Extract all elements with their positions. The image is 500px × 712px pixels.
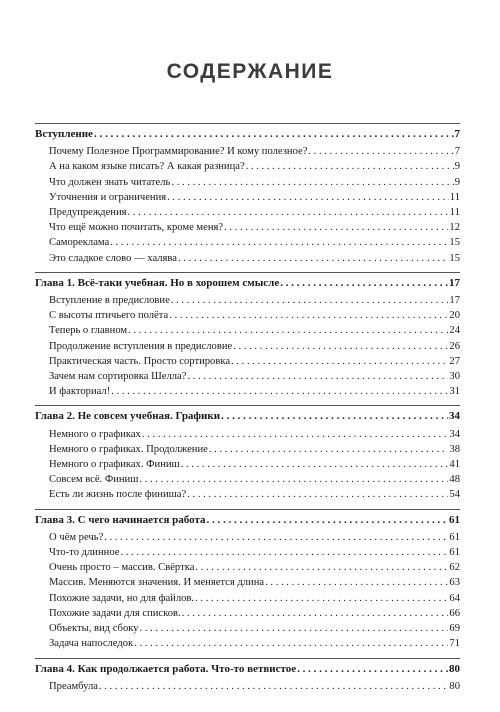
- toc-entry[interactable]: [35, 560, 460, 575]
- toc-entry-page-number: 62: [449, 562, 460, 574]
- toc-entry-title: Теперь о главном: [49, 325, 128, 337]
- toc-entry-page-number: 64: [449, 592, 460, 604]
- toc-entry-page-number: 31: [449, 386, 460, 398]
- toc-entry-title: Почему Полезное Программирование? И кому полезное?: [49, 146, 308, 158]
- toc-entry-title: Вступление в предисловие: [49, 295, 170, 307]
- dot-leader: [169, 308, 448, 323]
- toc-entry[interactable]: [35, 175, 460, 190]
- toc-entry-page-number: 11: [449, 191, 460, 203]
- toc-chapter-heading[interactable]: [35, 409, 460, 424]
- dot-leader: [195, 591, 448, 606]
- toc-chapter-heading[interactable]: [35, 127, 460, 142]
- dot-leader: [182, 606, 449, 621]
- toc-entry[interactable]: [35, 575, 460, 590]
- dot-leader: [246, 159, 454, 174]
- toc-entry-page-number: 7: [454, 146, 460, 158]
- toc-chapter-heading[interactable]: [35, 662, 460, 677]
- toc-entry-title: Уточнения и ограничения: [49, 191, 167, 203]
- dot-leader: [134, 636, 448, 651]
- toc-entry[interactable]: [35, 159, 460, 174]
- toc-entry-page-number: 24: [449, 325, 460, 337]
- toc-entry[interactable]: [35, 472, 460, 487]
- dot-leader: [195, 560, 448, 575]
- toc-chapter-heading-page-number: 80: [449, 662, 460, 675]
- toc-entry[interactable]: [35, 308, 460, 323]
- dot-leader: [167, 190, 449, 205]
- dot-leader: [308, 144, 453, 159]
- toc-chapter-heading-title: Глава 3. С чего начинается работа: [35, 513, 206, 526]
- toc-entry-page-number: 61: [449, 547, 460, 559]
- toc-entry-page-number: 63: [449, 577, 460, 589]
- toc-entry-title: Есть ли жизнь после финиша?: [49, 489, 187, 501]
- dot-leader: [139, 472, 448, 487]
- toc-entry[interactable]: [35, 293, 460, 308]
- toc-entry-title: Преамбула: [49, 680, 98, 692]
- dot-leader: [280, 276, 448, 291]
- toc-entry-page-number: 66: [449, 607, 460, 619]
- toc-entry-page-number: 48: [449, 474, 460, 486]
- dot-leader: [297, 662, 448, 677]
- toc-entry-title: Практическая часть. Просто сортировка: [49, 355, 231, 367]
- toc-entry[interactable]: [35, 442, 460, 457]
- toc-chapter-heading-title: Вступление: [35, 128, 93, 140]
- dot-leader: [187, 487, 448, 502]
- dot-leader: [231, 354, 448, 369]
- toc-entry[interactable]: [35, 427, 460, 442]
- toc-entry-page-number: 61: [449, 531, 460, 543]
- dot-leader: [128, 205, 449, 220]
- toc-chapter-heading-page-number: 17: [449, 276, 460, 289]
- toc-chapter: [35, 273, 460, 406]
- toc-entry[interactable]: [35, 545, 460, 560]
- dot-leader: [142, 427, 449, 442]
- toc-entry-title: Объекты, вид сбоку: [49, 623, 139, 635]
- toc-chapter: [35, 406, 460, 508]
- toc-entry-page-number: 26: [449, 340, 460, 352]
- toc-entry-title: О чём речь?: [49, 531, 104, 543]
- toc-entry-title: Немного о графиках. Финиш: [49, 459, 180, 471]
- toc-entry[interactable]: [35, 144, 460, 159]
- dot-leader: [171, 293, 449, 308]
- toc-entry-title: Немного о графиках: [49, 428, 141, 440]
- dot-leader: [265, 575, 448, 590]
- toc-entry[interactable]: [35, 591, 460, 606]
- toc-entry-title: Массив. Меняются значения. И меняется длина: [49, 577, 265, 589]
- dot-leader: [110, 235, 448, 250]
- toc-entry-title: И факториал!: [49, 386, 111, 398]
- toc-chapter-heading-page-number: 34: [449, 410, 460, 423]
- toc-entry-title: Это сладкое слово — халява: [49, 252, 177, 264]
- toc-entry-title: Предупреждения: [49, 207, 127, 219]
- dot-leader: [99, 679, 448, 694]
- toc-entry-title: Похожие задачи для списков.: [49, 607, 181, 619]
- toc-chapter-heading-page-number: 7: [454, 128, 460, 140]
- toc-entry-title: Что ещё можно почитать, кроме меня?: [49, 222, 224, 234]
- dot-leader: [233, 339, 448, 354]
- toc-entry-title: Зачем нам сортировка Шелла?: [49, 371, 187, 383]
- dot-leader: [187, 369, 448, 384]
- toc-chapter-heading-title: Глава 4. Как продолжается работа. Что-то ветвистое: [35, 662, 297, 675]
- toc-entry[interactable]: [35, 530, 460, 545]
- toc-entry-page-number: 17: [449, 295, 460, 307]
- toc-entry-page-number: 20: [449, 310, 460, 322]
- toc-entry[interactable]: [35, 251, 460, 266]
- toc-entry-page-number: 9: [454, 161, 460, 173]
- toc-entry-page-number: 12: [449, 222, 460, 234]
- toc-chapter: [35, 659, 460, 700]
- dot-leader: [94, 127, 454, 142]
- toc-entry-page-number: 15: [449, 237, 460, 249]
- toc-chapter-heading-title: Глава 1. Всё-таки учебная. Но в хорошем смысле: [35, 276, 280, 289]
- toc-entry-title: Задача напоследок: [49, 638, 134, 650]
- toc-entry-page-number: 41: [449, 459, 460, 471]
- dot-leader: [120, 545, 448, 560]
- toc-entry-page-number: 9: [454, 176, 460, 188]
- toc-entry[interactable]: [35, 384, 460, 399]
- dot-leader: [171, 175, 453, 190]
- toc-chapter: [35, 124, 460, 272]
- dot-leader: [111, 384, 448, 399]
- toc-entry[interactable]: [35, 220, 460, 235]
- toc-entry[interactable]: [35, 636, 460, 651]
- toc-entry-title: Самореклама: [49, 237, 110, 249]
- toc-entry-page-number: 38: [449, 443, 460, 455]
- toc-entry-title: Что должен знать читатель: [49, 176, 171, 188]
- dot-leader: [181, 457, 449, 472]
- page-title: СОДЕРЖАНИЕ: [166, 60, 334, 83]
- toc-entry-page-number: 80: [449, 680, 460, 692]
- dot-leader: [128, 323, 448, 338]
- toc-entry[interactable]: [35, 487, 460, 502]
- dot-leader: [207, 513, 448, 528]
- toc-entry-page-number: 30: [449, 371, 460, 383]
- toc-entry-title: С высоты птичьего полёта: [49, 310, 169, 322]
- toc-entry-title: Немного о графиках. Продолжение: [49, 443, 208, 455]
- toc-entry-page-number: 71: [449, 638, 460, 650]
- toc-entry-page-number: 34: [449, 428, 460, 440]
- toc-entry-page-number: 15: [449, 252, 460, 264]
- toc-chapter-heading[interactable]: [35, 513, 460, 528]
- dot-leader: [224, 220, 448, 235]
- dot-leader: [221, 409, 448, 424]
- toc-chapter-heading-page-number: 61: [449, 513, 460, 526]
- toc-entry-page-number: 69: [449, 623, 460, 635]
- toc-entry-title: Очень просто – массив. Свёртка: [49, 562, 195, 574]
- toc-entry[interactable]: [35, 457, 460, 472]
- toc-entry-page-number: 27: [449, 355, 460, 367]
- toc-entry-page-number: 54: [449, 489, 460, 501]
- toc-entry[interactable]: [35, 606, 460, 621]
- table-of-contents: [35, 123, 460, 700]
- toc-entry[interactable]: [35, 621, 460, 636]
- toc-entry-title: Что-то длинное: [49, 547, 120, 559]
- toc-chapter-heading[interactable]: [35, 276, 460, 291]
- toc-entry-title: А на каком языке писать? А какая разница?: [49, 161, 245, 173]
- toc-entry-title: Похожие задачи, но для файлов.: [49, 592, 195, 604]
- toc-entry[interactable]: [35, 235, 460, 250]
- toc-chapter-heading-title: Глава 2. Не совсем учебная. Графики: [35, 410, 221, 423]
- toc-entry[interactable]: [35, 369, 460, 384]
- toc-entry[interactable]: [35, 190, 460, 205]
- toc-entry-page-number: 11: [449, 207, 460, 219]
- dot-leader: [140, 621, 449, 636]
- toc-entry[interactable]: [35, 205, 460, 220]
- dot-leader: [178, 251, 448, 266]
- dot-leader: [209, 442, 449, 457]
- dot-leader: [104, 530, 448, 545]
- toc-entry[interactable]: [35, 354, 460, 369]
- toc-entry-title: Продолжение вступления в предисловие: [49, 340, 233, 352]
- toc-entry[interactable]: [35, 339, 460, 354]
- toc-chapter: [35, 510, 460, 658]
- toc-entry[interactable]: [35, 323, 460, 338]
- toc-entry-title: Совсем всё. Финиш: [49, 474, 139, 486]
- toc-entry[interactable]: [35, 679, 460, 694]
